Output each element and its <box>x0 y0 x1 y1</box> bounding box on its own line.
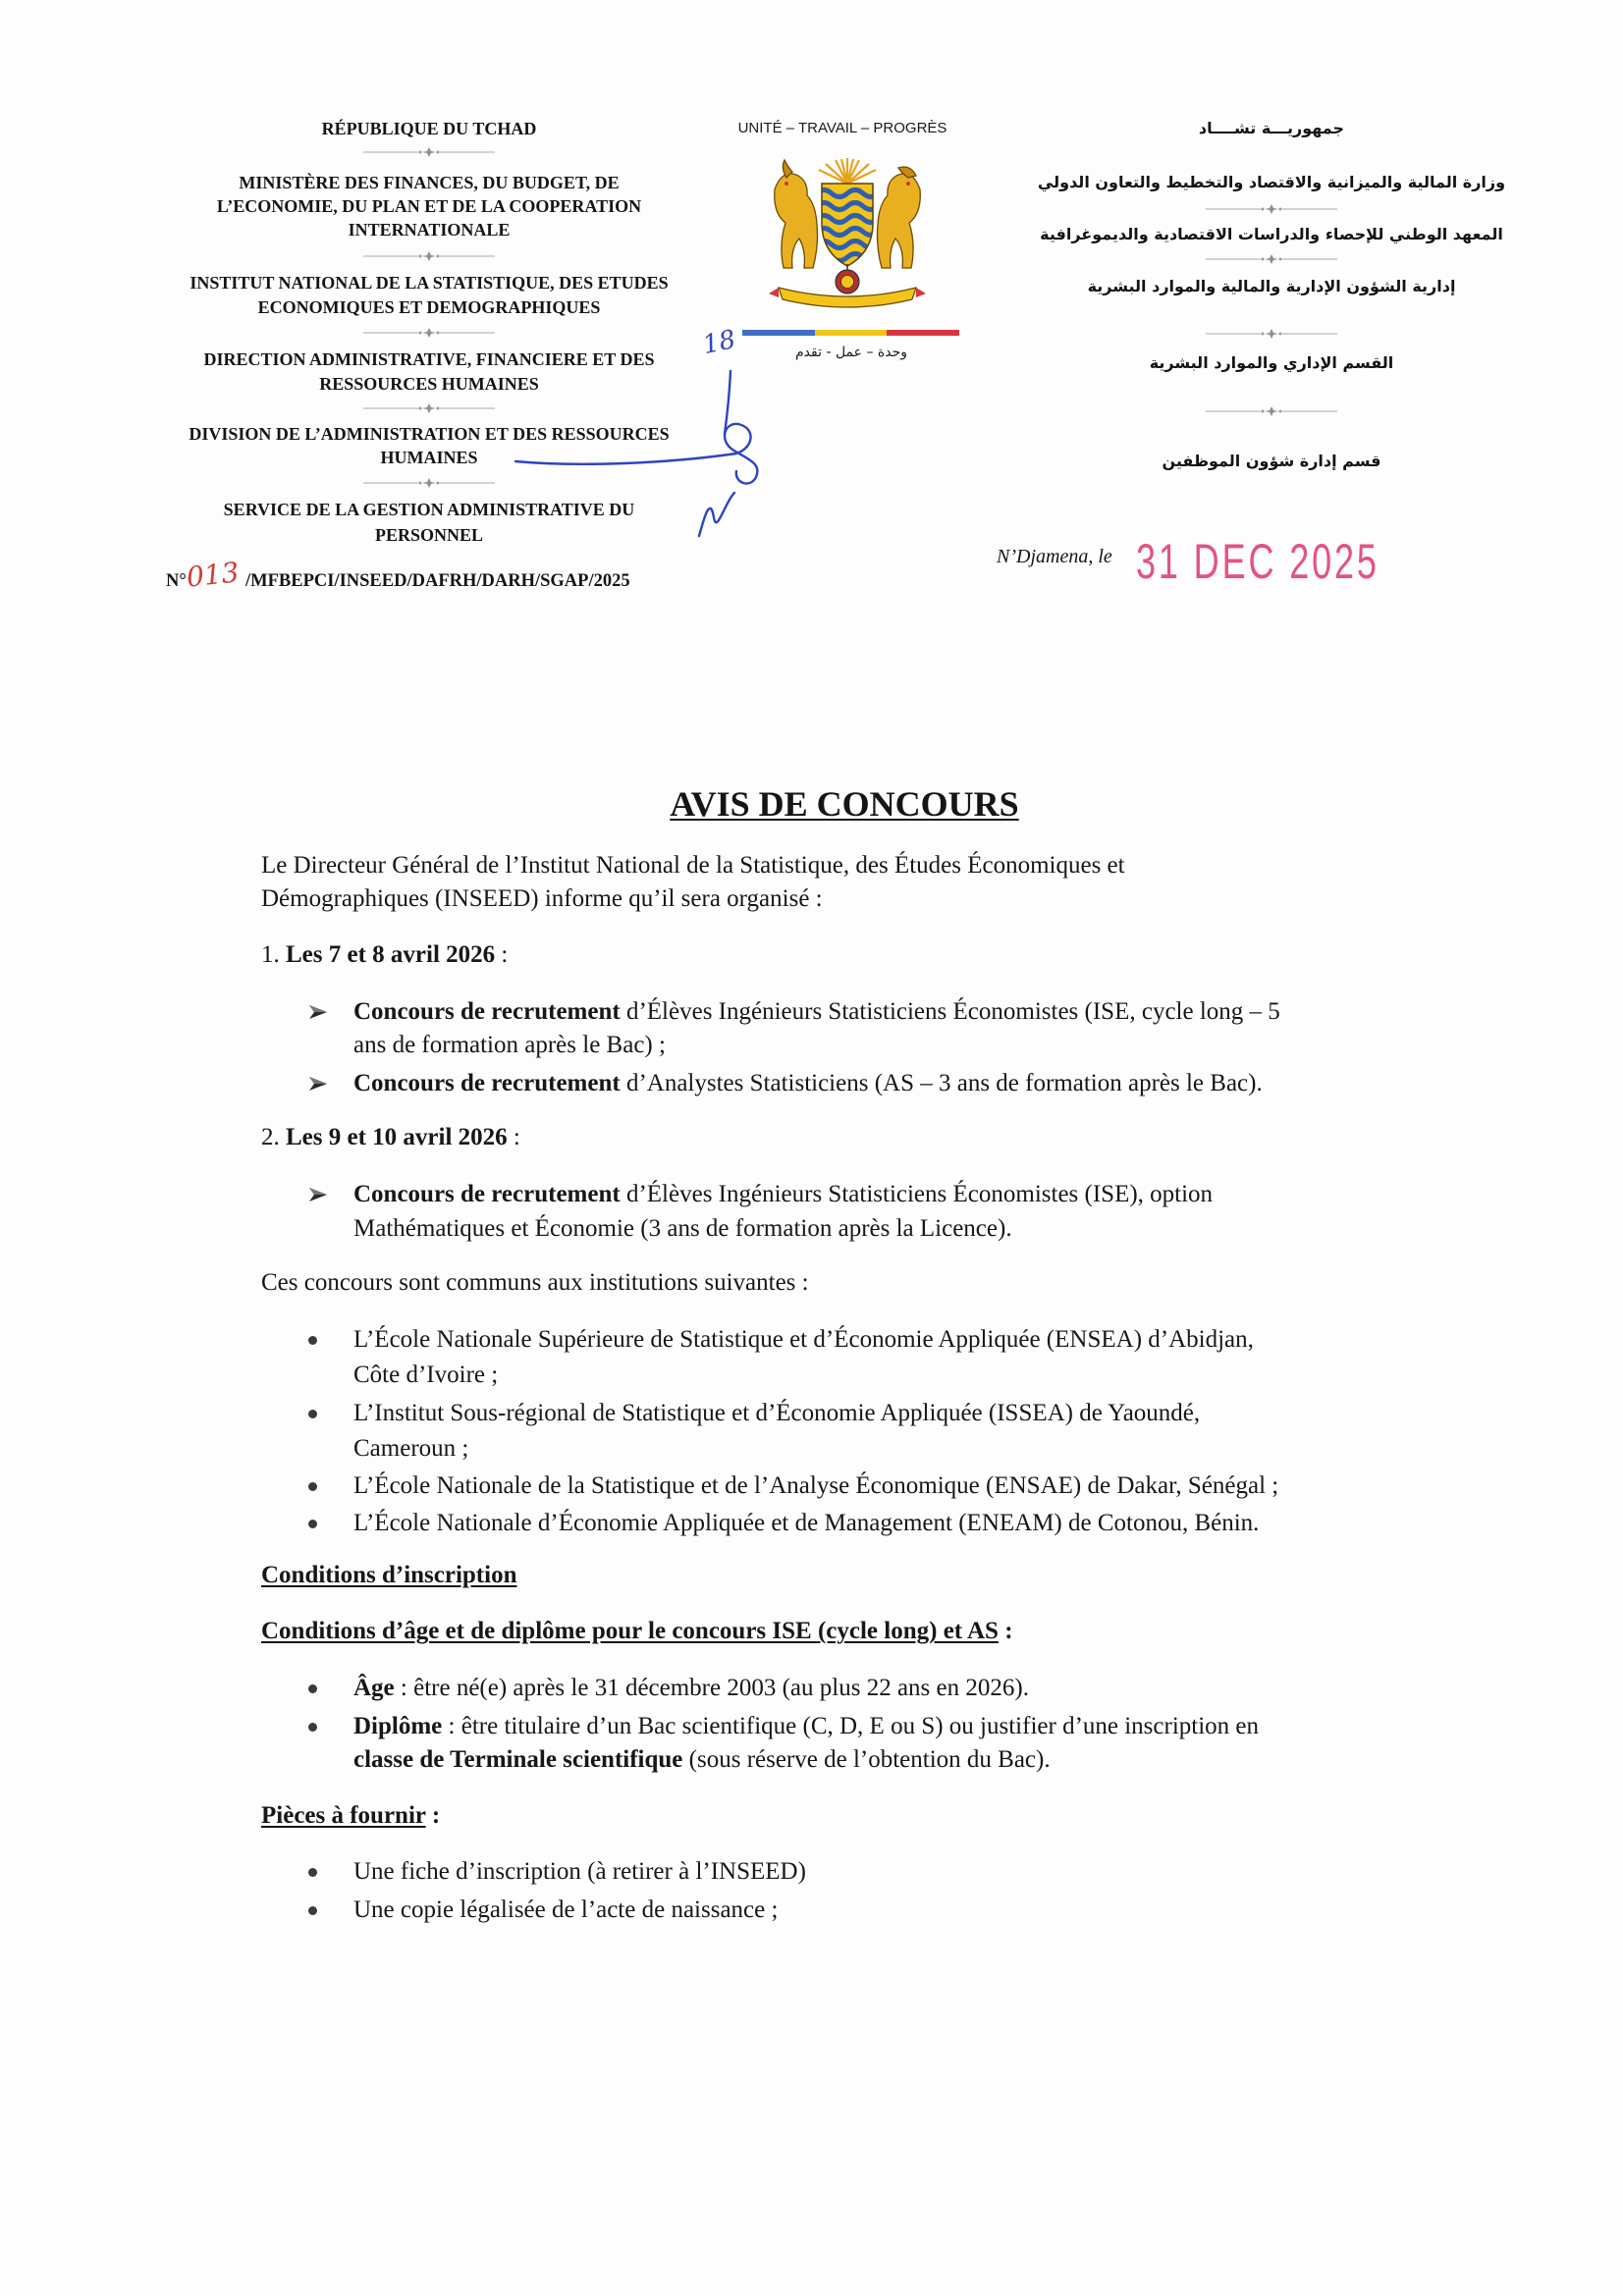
list-item: Une fiche d’inscription (à retirer à l’INSEED) <box>353 1858 806 1885</box>
division-line-1: DIVISION DE L’ADMINISTRATION ET DES RESSOURCES <box>189 424 670 444</box>
divider-ornament <box>363 327 495 339</box>
diploma-label: Diplôme <box>353 1713 443 1739</box>
bullet-icon <box>308 1336 317 1345</box>
documents-heading-text: Pièces à fournir <box>261 1802 426 1829</box>
divider-ornament <box>363 402 495 414</box>
list-item-continuation: ans de formation après le Bac) ; <box>353 1032 666 1058</box>
divider-ornament <box>1206 203 1337 215</box>
flag-yellow-band <box>815 330 888 336</box>
date-place: N’Djamena, le <box>997 546 1112 567</box>
service-line-1: SERVICE DE LA GESTION ADMINISTRATIVE DU <box>223 500 635 519</box>
bullet-icon <box>308 1906 317 1915</box>
list-item: L’École Nationale Supérieure de Statistique et d’Économie Appliquée (ENSEA) d’Abidjan, <box>353 1326 1254 1353</box>
session-dates: Les 7 et 8 avril 2026 <box>286 941 496 968</box>
handwritten-reference-number: 013 <box>185 556 241 594</box>
list-item <box>353 1067 1263 1100</box>
list-item: Une copie légalisée de l’acte de naissance ; <box>353 1896 779 1923</box>
reference-prefix: N° <box>166 571 187 591</box>
republic-name-arabic: جمهوريـــة تشــــاد <box>1198 119 1345 137</box>
item-text: d’Élèves Ingénieurs Statisticiens Économistes (ISE), option <box>620 1181 1214 1207</box>
institute-arabic: المعهد الوطني للإحصاء والدراسات الاقتصادية والديموغرافية <box>1040 225 1503 243</box>
bullet-icon <box>308 1482 317 1491</box>
division-line-2: HUMAINES <box>380 448 478 467</box>
arrow-bullet-icon <box>308 1186 328 1203</box>
session-2-heading <box>261 1121 520 1154</box>
age-diploma-heading <box>261 1615 1013 1648</box>
age-text: : être né(e) après le 31 décembre 2003 (au plus 22 ans en 2026). <box>394 1675 1029 1701</box>
ministry-line-1: MINISTÈRE DES FINANCES, DU BUDGET, DE <box>239 173 620 192</box>
intro-line: Démographiques (INSEED) informe qu’il sera organisé : <box>261 885 823 912</box>
session-number: 1. <box>261 941 280 968</box>
reference-suffix: /MFBEPCI/INSEED/DAFRH/DARH/SGAP/2025 <box>245 571 630 591</box>
item-text: d’Élèves Ingénieurs Statisticiens Économistes (ISE, cycle long – 5 <box>620 998 1280 1025</box>
institute-line-2: ECONOMIQUES ET DEMOGRAPHIQUES <box>257 297 601 317</box>
list-item <box>353 995 1280 1029</box>
divider-ornament <box>363 146 495 158</box>
intro-line: Le Directeur Général de l’Institut National de la Statistique, des Études Économiques et <box>261 852 1125 879</box>
arrow-bullet-icon <box>308 1003 328 1021</box>
age-diploma-heading-text: Conditions d’âge et de diplôme pour le concours ISE (cycle long) et AS <box>261 1618 999 1644</box>
division-arabic: القسم الإداري والموارد البشرية <box>1149 353 1394 372</box>
list-item-continuation: Cameroun ; <box>353 1435 469 1462</box>
arrow-bullet-icon <box>308 1075 328 1093</box>
date-stamp: 31 DEC 2025 <box>1136 534 1380 589</box>
divider-ornament <box>363 250 495 262</box>
bullet-icon <box>308 1723 317 1732</box>
institute-line-1: INSTITUT NATIONAL DE LA STATISTIQUE, DES ETUDES <box>189 273 669 293</box>
list-item: L’École Nationale d’Économie Appliquée et de Management (ENEAM) de Cotonou, Bénin. <box>353 1510 1260 1536</box>
list-item-continuation: Mathématiques et Économie (3 ans de formation après la Licence). <box>353 1215 1012 1242</box>
conditions-heading: Conditions d’inscription <box>261 1562 517 1588</box>
ministry-line-2: L’ECONOMIE, DU PLAN ET DE LA COOPERATION <box>216 196 642 216</box>
heading-colon: : <box>998 1618 1013 1644</box>
republic-name: RÉPUBLIQUE DU TCHAD <box>321 119 537 138</box>
diploma-condition-continuation <box>353 1743 1051 1777</box>
list-item: L’Institut Sous-régional de Statistique et d’Économie Appliquée (ISSEA) de Yaoundé, <box>353 1400 1201 1426</box>
diploma-text: (sous réserve de l’obtention du Bac). <box>682 1746 1051 1773</box>
national-motto: UNITÉ – TRAVAIL – PROGRÈS <box>737 120 947 136</box>
institutions-intro: Ces concours sont communs aux institutions suivantes : <box>261 1269 809 1296</box>
divider-ornament <box>363 477 495 489</box>
service-line-2: PERSONNEL <box>374 525 484 545</box>
documents-heading <box>261 1799 440 1833</box>
item-text: d’Analystes Statisticiens (AS – 3 ans de formation après le Bac). <box>620 1070 1263 1096</box>
signature-scribble <box>491 314 785 560</box>
direction-line-2: RESSOURCES HUMAINES <box>319 374 539 394</box>
diploma-bold-text: classe de Terminale scientifique <box>353 1746 683 1773</box>
item-bold-label: Concours de recrutement <box>353 998 621 1025</box>
direction-arabic: إدارية الشؤون الإدارية والمالية والموارد البشرية <box>1087 277 1456 295</box>
flag-red-band <box>887 330 959 336</box>
service-arabic: قسم إدارة شؤون الموظفين <box>1162 452 1381 470</box>
bullet-icon <box>308 1868 317 1877</box>
handwritten-mark: 18 <box>700 324 738 361</box>
ministry-line-3: INTERNATIONALE <box>348 220 511 240</box>
national-motto-arabic: وحدة – عمل - تقدم <box>795 345 907 360</box>
bullet-icon <box>308 1410 317 1418</box>
heading-colon: : <box>425 1802 441 1829</box>
session-1-heading <box>261 938 508 972</box>
document-title: AVIS DE CONCOURS <box>670 784 1019 824</box>
item-bold-label: Concours de recrutement <box>353 1070 621 1096</box>
divider-ornament <box>1206 253 1337 265</box>
bullet-icon <box>308 1520 317 1528</box>
divider-ornament <box>1206 328 1337 340</box>
diploma-condition <box>353 1710 1259 1743</box>
list-item <box>353 1178 1213 1211</box>
session-colon: : <box>507 1124 520 1150</box>
session-number: 2. <box>261 1124 280 1150</box>
bullet-icon <box>308 1684 317 1693</box>
list-item-continuation: Côte d’Ivoire ; <box>353 1362 499 1388</box>
session-dates: Les 9 et 10 avril 2026 <box>286 1124 508 1150</box>
diploma-text: : être titulaire d’un Bac scientifique (C, D, E ou S) ou justifier d’une inscription en <box>442 1713 1260 1739</box>
list-item: L’École Nationale de la Statistique et de l’Analyse Économique (ENSAE) de Dakar, Sénégal ; <box>353 1472 1279 1499</box>
item-bold-label: Concours de recrutement <box>353 1181 621 1207</box>
age-label: Âge <box>353 1675 395 1701</box>
direction-line-1: DIRECTION ADMINISTRATIVE, FINANCIERE ET DES <box>203 349 655 369</box>
session-colon: : <box>495 941 509 968</box>
ministry-arabic: وزارة المالية والميزانية والاقتصاد والتخطيط والتعاون الدولي <box>1037 173 1506 191</box>
coat-of-arms-icon <box>757 154 938 315</box>
divider-ornament <box>1206 405 1337 417</box>
age-condition <box>353 1672 1029 1705</box>
